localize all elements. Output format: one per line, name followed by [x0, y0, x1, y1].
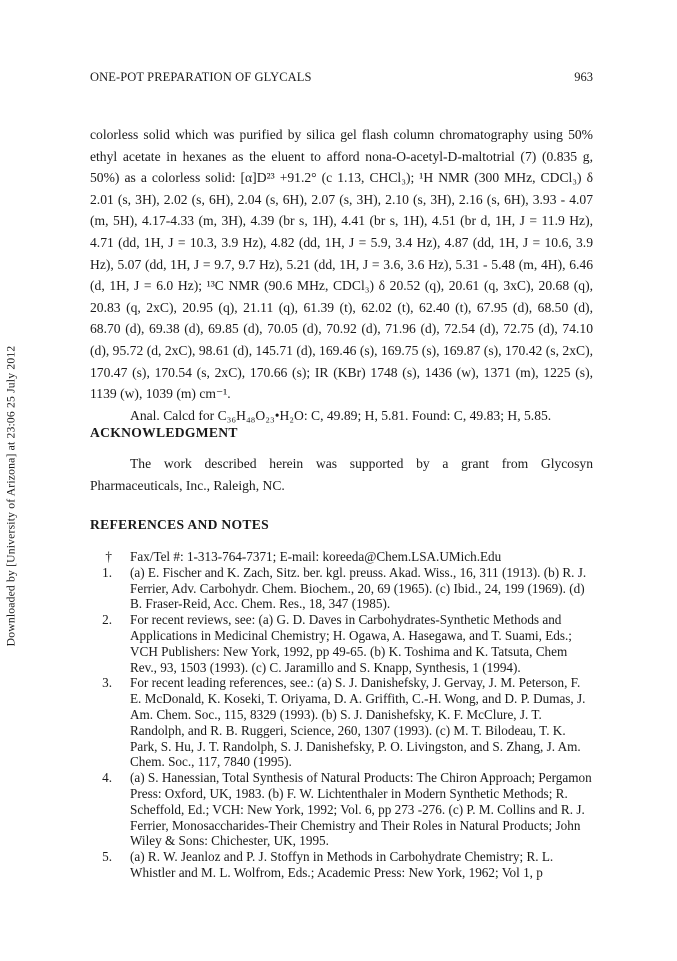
experimental-text	[90, 124, 593, 426]
references-heading: REFERENCES AND NOTES	[90, 517, 269, 532]
reference-text: (a) R. W. Jeanloz and P. J. Stoffyn in Methods in Carbohydrate Chemistry; R. L. Whistler and M. L. Wolfrom, Eds.; Academic Press: New York, 1962; Vol 1, p	[130, 849, 554, 880]
running-head-title: ONE-POT PREPARATION OF GLYCALS	[90, 70, 312, 84]
reference-marker: †	[105, 549, 112, 564]
page-number: 963	[574, 70, 593, 84]
reference-item	[90, 849, 593, 881]
reference-marker: 1.	[102, 564, 112, 580]
reference-text: For recent leading references, see.: (a) S. J. Danishefsky, J. Gervay, J. M. Peterson, F. E. McDonald, K. Koseki, T. Oriyama, D. A. Griffith, C.-H. Wong, and D. P. Dumas, J. Am. Chem. Soc., 115, 8329 (1993). (b) S. J. Danishefsky, K. F. McClure, J. T. Randolph, and R. B. Ruggeri, Science, 260, 1307 (1993). (c) M. T. Bilodeau, T. K. Park, S. Hu, J. T. Randolph, S. J. Danishefsky, P. O. Livingston, and S. Zhang, J. Am. Chem. Soc., 117, 7840 (1995).	[130, 675, 586, 770]
reference-item	[90, 565, 593, 612]
reference-marker: 5.	[102, 849, 112, 865]
reference-item	[90, 675, 593, 770]
reference-item	[90, 612, 593, 675]
download-notice-text: Downloaded by [University of Arizona] at 23:06 25 July 2012	[4, 345, 17, 647]
running-head	[90, 70, 593, 90]
reference-item	[90, 549, 593, 565]
reference-text: For recent reviews, see: (a) G. D. Daves in Carbohydrates-Synthetic Methods and Applications in Medicinal Chemistry; H. Ogawa, A. Hasegawa, and T. Suami, Eds.; VCH Publishers: New York, 1992, pp 49-65. (b) K. Toshima and K. Tatsuta, Chem Rev., 93, 1503 (1993). (c) C. Jaramillo and S. Knapp, Synthesis, 1 (1994).	[130, 612, 572, 675]
acknowledgment-text	[90, 453, 593, 497]
reference-marker: 4.	[102, 770, 112, 786]
reference-marker: 3.	[102, 675, 112, 691]
download-notice	[2, 306, 19, 686]
elemental-analysis: Anal. Calcd for C₃₆H₄₈O₂₃•H₂O: C, 49.89; H, 5.81. Found: C, 49.83; H, 5.85.	[130, 407, 552, 423]
acknowledgment-body: The work described herein was supported by a grant from Glycosyn Pharmaceuticals, Inc., Raleigh, NC.	[90, 456, 593, 493]
reference-marker: 2.	[102, 612, 112, 628]
reference-item	[90, 770, 593, 849]
reference-text: (a) S. Hanessian, Total Synthesis of Natural Products: The Chiron Approach; Pergamon Press: Oxford, UK, 1983. (b) F. W. Lichtenthaler in Modern Synthetic Methods; R. Scheffold, Ed.; VCH: New York, 1992; Vol. 6, pp 273 -276. (c) P. M. Collins and R. J. Ferrier, Monosaccharides-Their Chemistry and Their Roles in Natural Products; John Wiley & Sons: Chichester, UK, 1995.	[130, 770, 592, 849]
reference-text: (a) E. Fischer and K. Zach, Sitz. ber. kgl. preuss. Akad. Wiss., 16, 311 (1913). (b) R. J. Ferrier, Adv. Carbohydr. Chem. Biochem., 20, 69 (1965). (c) Ibid., 24, 199 (1969). (d) B. Fraser-Reid, Acc. Chem. Res., 18, 347 (1985).	[130, 564, 587, 612]
compound-characterization: colorless solid which was purified by silica gel flash column chromatography using 50% ethyl acetate in hexanes as the eluent to afford nona-O-acetyl-D-maltotrial (7) (0.835 g, 50%) as a colorless solid: [α]D²³ +91.2° (c 1.13, CHCl₃); ¹H NMR (300 MHz, CDCl₃) δ 2.01 (s, 3H), 2.02 (s, 6H), 2.04 (s, 6H), 2.07 (s, 3H), 2.10 (s, 3H), 2.16 (s, 6H), 3.93 - 4.07 (m, 5H), 4.17-4.33 (m, 3H), 4.39 (br s, 1H), 4.41 (br s, 1H), 4.51 (br d, 1H, J = 11.9 Hz), 4.71 (dd, 1H, J = 10.3, 3.9 Hz), 4.82 (dd, 1H, J = 5.9, 3.4 Hz), 4.87 (dd, 1H, J = 10.6, 3.9 Hz), 5.07 (dd, 1H, J = 9.7, 9.7 Hz), 5.21 (dd, 1H, J = 3.6, 3.6 Hz), 5.31 - 5.48 (m, 4H), 6.46 (d, 1H, J = 6.0 Hz); ¹³C NMR (90.6 MHz, CDCl₃) δ 20.52 (q), 20.61 (q, 3xC), 20.68 (q), 20.83 (q, 2xC), 20.95 (q), 21.11 (q), 61.39 (t), 62.02 (t), 62.40 (t), 67.95 (d), 68.50 (d), 68.70 (d), 69.38 (d), 69.85 (d), 70.05 (d), 70.92 (d), 71.96 (d), 72.54 (d), 72.75 (d), 74.10 (d), 95.72 (d, 2xC), 98.61 (d), 145.71 (d), 169.46 (s), 169.75 (s), 169.87 (s), 170.42 (s, 2xC), 170.47 (s), 170.54 (s, 2xC), 170.66 (s); IR (KBr) 1748 (s), 1436 (w), 1371 (m), 1225 (s), 1139 (w), 1039 (m) cm⁻¹.	[90, 127, 594, 402]
acknowledgment-heading: ACKNOWLEDGMENT	[90, 425, 238, 440]
reference-list	[90, 549, 593, 881]
reference-text: Fax/Tel #: 1-313-764-7371; E-mail: koreeda@Chem.LSA.UMich.Edu	[130, 549, 502, 564]
